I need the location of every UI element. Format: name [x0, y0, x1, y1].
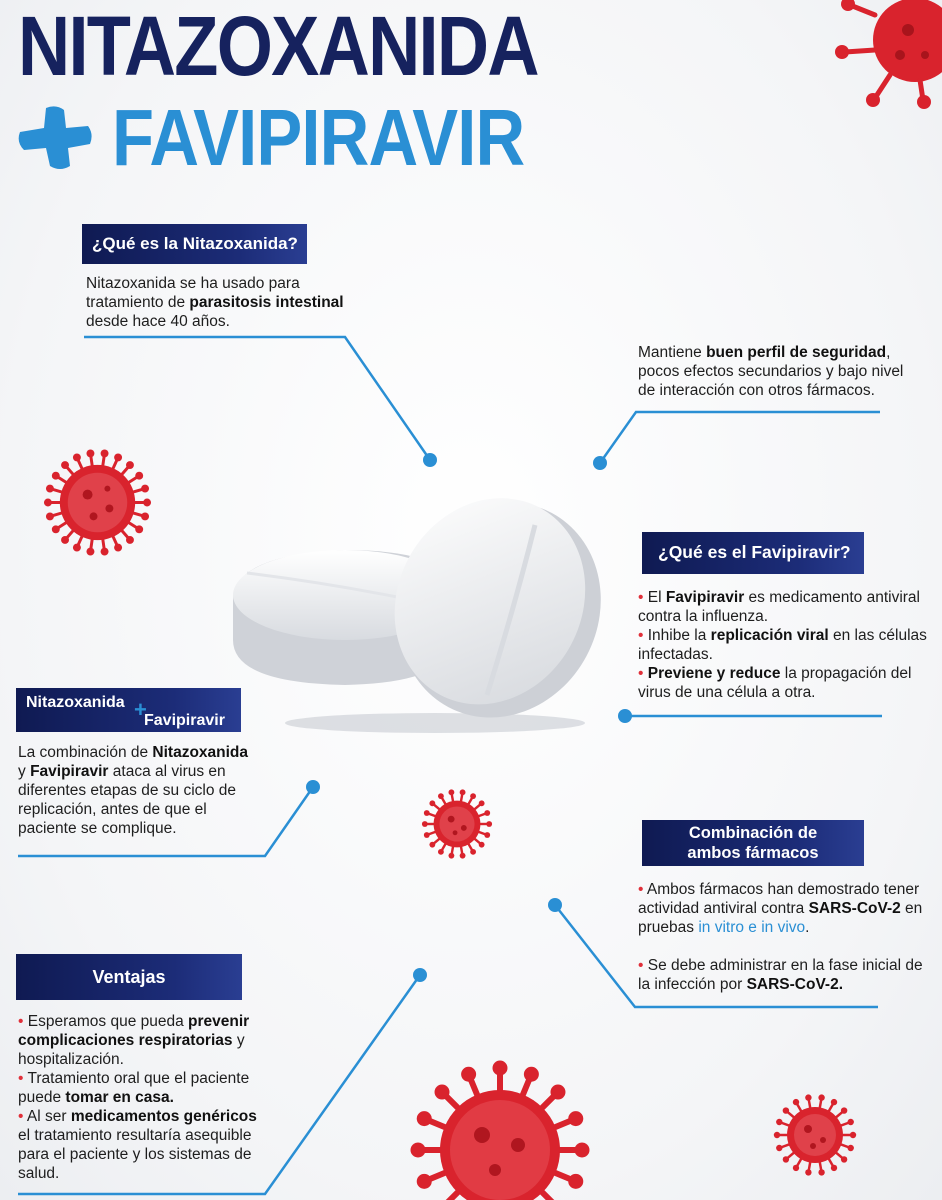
- favipiravir-heading: ¿Qué es el Favipiravir?: [642, 532, 864, 574]
- combo-heading-line1: Nitazoxanida: [26, 694, 125, 711]
- connector-dot: [423, 453, 437, 467]
- safety-text: Mantiene buen perfil de seguridad, pocos efectos secundarios y bajo nivel de interacción con otros fármacos.: [638, 344, 904, 399]
- favipiravir-text: • El Favipiravir es medicamento antiviral contra la influenza. • Inhibe la replicación viral en las células infectadas. • Previene y reduce la propagación del virus de una célula a otra.: [638, 589, 927, 701]
- ventajas-text: • Esperamos que pueda prevenir complicaciones respiratorias y hospitalización. • Tratamiento oral que el paciente puede tomar en casa. • Al ser medicamentos genéricos el tratamiento resultaría asequible para el paciente y los sistemas de salud.: [18, 1013, 257, 1182]
- combo-heading: [16, 688, 241, 732]
- ventajas-heading: Ventajas: [16, 954, 242, 1000]
- combination-heading: [642, 820, 864, 866]
- combination-text: • Ambos fármacos han demostrado tener actividad antiviral contra SARS-CoV-2 en pruebas in vitro e in vivo. • Se debe administrar en la fase inicial de la infección por SARS-CoV-2.: [638, 881, 923, 993]
- nitazoxanida-heading: ¿Qué es la Nitazoxanida?: [82, 224, 307, 264]
- connector-dot: [306, 780, 320, 794]
- title-favipiravir: FAVIPIRAVIR: [112, 93, 525, 182]
- combination-heading-line2: ambos fármacos: [687, 844, 819, 862]
- virus-icon: [40, 445, 155, 560]
- virus-icon: [418, 785, 496, 863]
- connector-dot: [593, 456, 607, 470]
- plus-icon: +: [134, 697, 147, 722]
- virus-icon: [410, 1060, 590, 1200]
- pill-icon: [225, 495, 615, 735]
- combination-heading-line1: Combinación de: [688, 824, 818, 842]
- title-nitazoxanida: NITAZOXANIDA: [18, 0, 538, 93]
- connector-dot: [548, 898, 562, 912]
- virus-icon: [820, 0, 942, 110]
- combo-text: La combinación de Nitazoxanida y Favipiravir ataca al virus en diferentes etapas de su ciclo de replicación, antes de que el paciente se complique.: [18, 744, 249, 837]
- combo-heading-line2: Favipiravir: [144, 712, 225, 729]
- connector-dot: [618, 709, 632, 723]
- virus-icon: [770, 1090, 860, 1200]
- nitazoxanida-text: Nitazoxanida se ha usado para tratamiento de parasitosis intestinal desde hace 40 años.: [86, 275, 344, 330]
- plus-icon: [16, 104, 94, 172]
- connector-dot: [413, 968, 427, 982]
